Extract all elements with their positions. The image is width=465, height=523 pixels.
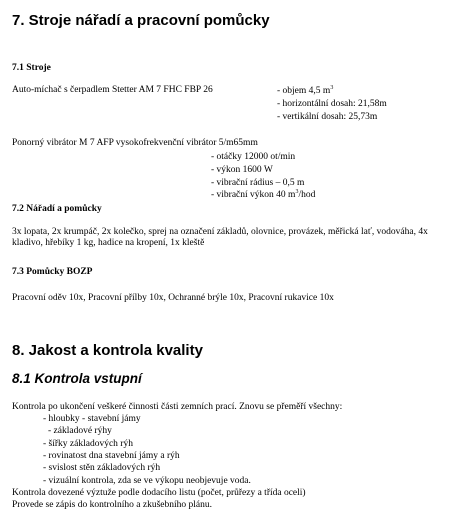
section-8-heading: 8. Jakost a kontrola kvality (12, 342, 203, 359)
section-8-1-line-2: Kontrola dovezené výztuže podle dodacího listu (počet, průřezy a třída oceli) (12, 488, 306, 498)
machine-2-spec-power: - výkon 1600 W (211, 165, 273, 175)
section-7-1-heading: 7.1 Stroje (12, 63, 51, 73)
machine-2-spec-rpm: - otáčky 12000 ot/min (211, 152, 296, 162)
list-item: - šířky základových rýh (43, 439, 133, 449)
section-7-2-heading: 7.2 Nářadí a pomůcky (12, 204, 102, 214)
list-item: - základové rýhy (48, 426, 112, 436)
machine-2-name: Ponorný vibrátor M 7 AFP vysokofrekvenční vibrátor 5/m65mm (12, 138, 258, 148)
machine-1-name: Auto-míchač s čerpadlem Stetter AM 7 FHC FBP 26 (12, 85, 213, 95)
list-item: - rovinatost dna stavební jámy a rýh (43, 451, 180, 461)
section-7-heading: 7. Stroje nářadí a pracovní pomůcky (12, 12, 270, 29)
machine-1-spec-horizontal: - horizontální dosah: 21,58m (277, 99, 387, 109)
list-item: - vizuální kontrola, zda se ve výkopu neobjevuje voda. (43, 476, 251, 486)
section-7-3-heading: 7.3 Pomůcky BOZP (12, 267, 93, 277)
list-item: - svislost stěn základových rýh (43, 463, 161, 473)
list-item: - hloubky - stavební jámy (43, 414, 141, 424)
section-8-1-line-3: Provede se zápis do kontrolního a zkušebního plánu. (12, 500, 212, 510)
section-7-2-text: 3x lopata, 2x krumpáč, 2x kolečko, sprej na označení základů, olovnice, provázek, měřická lať, vodováha, 4x kladivo, hřebíky 1 kg, hadice na kropení, 1x kleště (12, 227, 428, 248)
section-7-3-text: Pracovní oděv 10x, Pracovní přílby 10x, Ochranné brýle 10x, Pracovní rukavice 10x (12, 293, 334, 303)
machine-1-spec-volume: - objem 4,5 $m^3$ (277, 85, 334, 96)
machine-2-spec-output: - vibrační výkon 40 $m^3$/hod (211, 189, 316, 200)
machine-1-spec-vertical: - vertikální dosah: 25,73m (277, 112, 378, 122)
section-8-1-heading: 8.1 Kontrola vstupní (12, 371, 142, 386)
section-8-1-intro: Kontrola po ukončení veškeré činnosti části zemních prací. Znovu se přeměří všechny: (12, 402, 343, 412)
machine-2-spec-radius: - vibrační rádius – 0,5 m (211, 178, 305, 188)
